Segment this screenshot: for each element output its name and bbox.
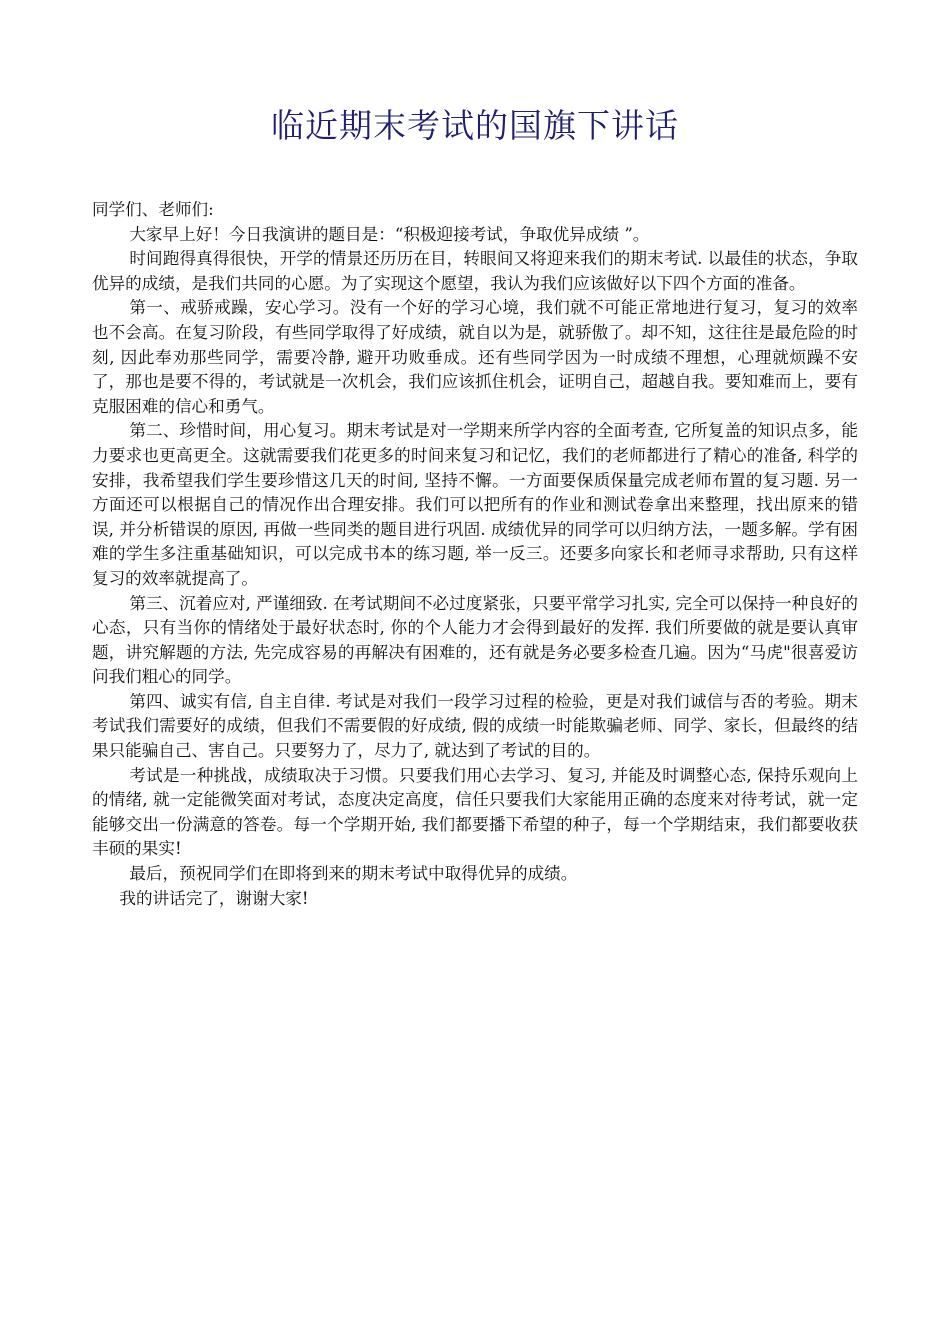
paragraph-point-three: 第三、沉着应对, 严谨细致. 在考试期间不必过度紧张，只要平常学习扎实, 完全可以保持一种良好的心态，只有当你的情绪处于最好状态时, 你的个人能力才会得到最好的发挥. 我们所要做的就是要认真审题，讲究解题的方法, 先完成容易的再解决有困难的，还有就是务必要多检查几遍。因为“马虎"很喜爱访问我们粗心的同学。 [92, 593, 858, 687]
paragraph-challenge: 考试是一种挑战，成绩取决于习惯。只要我们用心去学习、复习, 并能及时调整心态, 保持乐观向上的情绪, 就一定能微笑面对考试，态度决定高度，信任只要我们大家能用正确的态度来对待考试，就一定能够交出一份满意的答卷。每一个学期开始, 我们都要播下希望的种子，每一个学期结束，我们都要收获丰硕的果实! [92, 765, 858, 859]
document-title: 临近期末考试的国旗下讲话 [271, 106, 679, 145]
paragraph-point-two: 第二、珍惜时间，用心复习。期末考试是对一学期来所学内容的全面考查, 它所复盖的知识点多，能力要求也更高更全。这就需要我们花更多的时间来复习和记忆，我们的老师都进行了精心的准备, 科学的安排，我希望我们学生要珍惜这几天的时间, 坚持不懈。一方面要保质保量完成老师布置的复习题. 另一方面还可以根据自己的情况作出合理安排。我们可以把所有的作业和测试卷拿出来整理，找出原来的错误, 并分析错误的原因, 再做一些同类的题目进行巩固. 成绩优异的同学可以归纳方法，一题多解。学有困难的学生多注重基础知识，可以完成书本的练习题, 举一反三。还要多向家长和老师寻求帮助, 只有这样复习的效率就提高了。 [92, 421, 858, 588]
paragraph-closing: 我的讲话完了，谢谢大家! [119, 888, 309, 908]
paragraph-wishes: 最后，预祝同学们在即将到来的期末考试中取得优异的成绩。 [129, 864, 578, 884]
salutation: 同学们、老师们: [92, 200, 214, 219]
paragraph-point-one: 第一、戒骄戒躁，安心学习。没有一个好的学习心境，我们就不可能正常地进行复习，复习的效率也不会高。在复习阶段，有些同学取得了好成绩，就自以为是，就骄傲了。却不知，这往往是最危险的时刻, 因此奉劝那些同学，需要冷静, 避开功败垂成。还有些同学因为一时成绩不理想，心理就烦躁不安了，那也是要不得的，考试就是一次机会，我们应该抓住机会，证明自己，超越自我。要知难而上，要有克服困难的信心和勇气。 [92, 298, 858, 416]
paragraph-greeting: 大家早上好！今日我演讲的题目是：“积极迎接考试，争取优异成绩 ”。 [129, 224, 650, 244]
paragraph-intro: 时间跑得真得很快，开学的情景还历历在目，转眼间又将迎来我们的期末考试. 以最佳的状态，争取优异的成绩，是我们共同的心愿。为了实现这个愿望，我认为我们应该做好以下四个方面的准备。 [92, 249, 858, 293]
document-body [92, 198, 858, 911]
paragraph-point-four: 第四、诚实有信, 自主自律. 考试是对我们一段学习过程的检验，更是对我们诚信与否的考验。期末考试我们需要好的成绩，但我们不需要假的好成绩, 假的成绩一时能欺骗老师、同学、家长，但最终的结果只能骗自己、害自己。只要努力了，尽力了, 就达到了考试的目的。 [92, 691, 858, 761]
